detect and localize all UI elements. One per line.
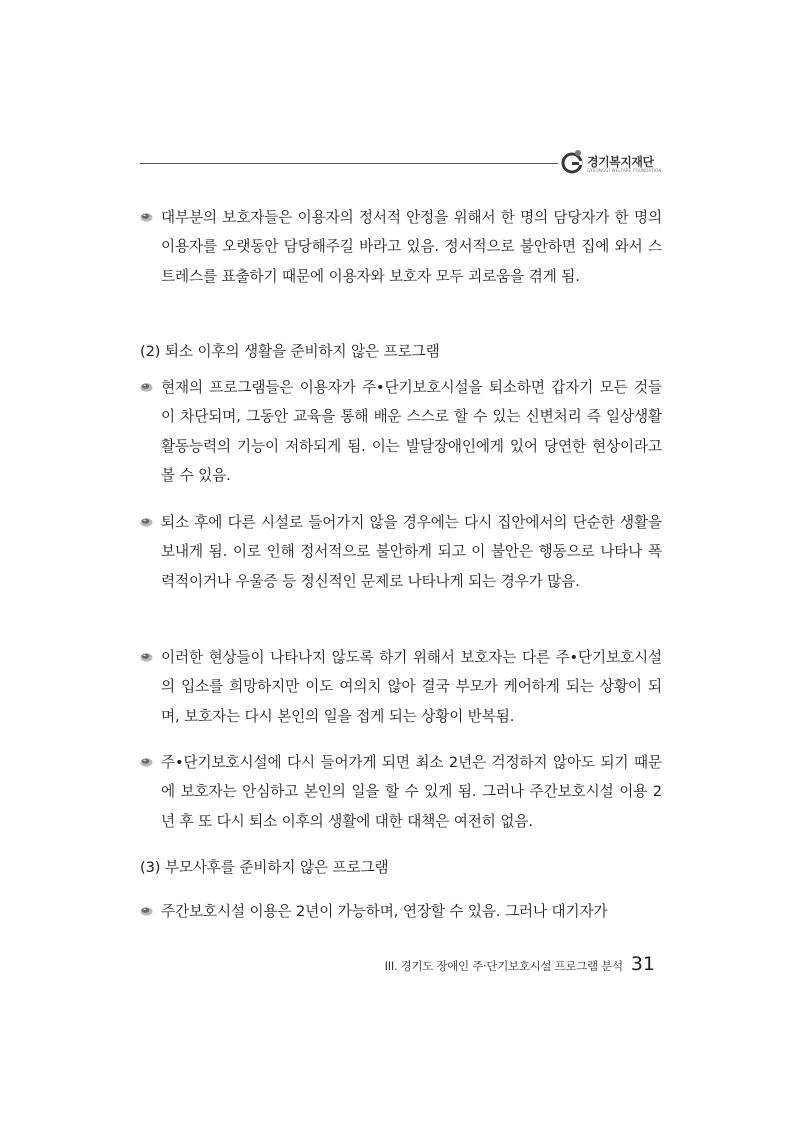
page-number: 31 (630, 953, 655, 975)
bullet-icon (140, 381, 153, 392)
paragraph-4-text: 이러한 현상들이 나타나지 않도록 하기 위해서 보호자는 다른 주•단기보호시설의 입소를 희망하지만 이도 여의치 않아 결국 부모가 케어하게 되는 상황이 되며, 보호자는 다시 본인의 일을 접게 되는 상황이 반복됨. (161, 649, 662, 725)
bullet-icon (140, 905, 153, 916)
paragraph-3-text: 퇴소 후에 다른 시설로 들어가지 않을 경우에는 다시 집안에서의 단순한 생활을 보내게 됨. 이로 인해 정서적으로 불안하게 되고 이 불안은 행동으로 나타나 폭력적이거나 우울증 등 정신적인 문제로 나타나게 되는 경우가 많음. (161, 514, 662, 590)
paragraph-6 (140, 897, 662, 926)
bullet-icon (140, 516, 153, 527)
paragraph-3 (140, 508, 662, 596)
section-heading-2: (2) 퇴소 이후의 생활을 준비하지 않은 프로그램 (140, 343, 440, 360)
foundation-logo (561, 149, 661, 177)
running-title: III. 경기도 장애인 주·단기보호시설 프로그램 분석 (384, 959, 623, 973)
paragraph-2 (140, 373, 662, 490)
bullet-icon (140, 651, 153, 662)
paragraph-6-text: 주간보호시설 이용은 2년이 가능하며, 연장할 수 있음. 그러나 대기자가 (161, 903, 608, 920)
header-rule (140, 163, 558, 164)
paragraph-5 (140, 748, 662, 836)
paragraph-5-text: 주•단기보호시설에 다시 들어가게 되면 최소 2년은 걱정하지 않아도 되기 때문에 보호자는 안심하고 본인의 일을 할 수 있게 됨. 그러나 주간보호시설 이용 2년 후 또 다시 퇴소 이후의 생활에 대한 대책은 여전히 없음. (161, 754, 662, 830)
section-heading-3: (3) 부모사후를 준비하지 않은 프로그램 (140, 859, 389, 876)
page-footer (385, 953, 655, 975)
foundation-logo-mark-icon (561, 149, 585, 175)
bullet-icon (140, 756, 153, 767)
foundation-logo-name: 경기복지재단 (587, 155, 654, 169)
paragraph-1-text: 대부분의 보호자들은 이용자의 정서적 안정을 위해서 한 명의 담당자가 한 명의 이용자를 오랫동안 담당해주길 바라고 있음. 정서적으로 불안하면 집에 와서 스트레스를 표출하기 때문에 이용자와 보호자 모두 괴로움을 겪게 됨. (161, 209, 662, 285)
paragraph-1 (140, 203, 662, 291)
paragraph-4 (140, 643, 662, 731)
bullet-icon (140, 211, 153, 222)
foundation-logo-subtitle: GYEONGGI WELFARE FOUNDATION (587, 168, 662, 173)
paragraph-2-text: 현재의 프로그램들은 이용자가 주•단기보호시설을 퇴소하면 갑자기 모든 것들이 차단되며, 그동안 교육을 통해 배운 스스로 할 수 있는 신변처리 즉 일상생활활동능력의 기능이 저하되게 됨. 이는 발달장애인에게 있어 당연한 현상이라고 볼 수 있음. (161, 379, 662, 484)
